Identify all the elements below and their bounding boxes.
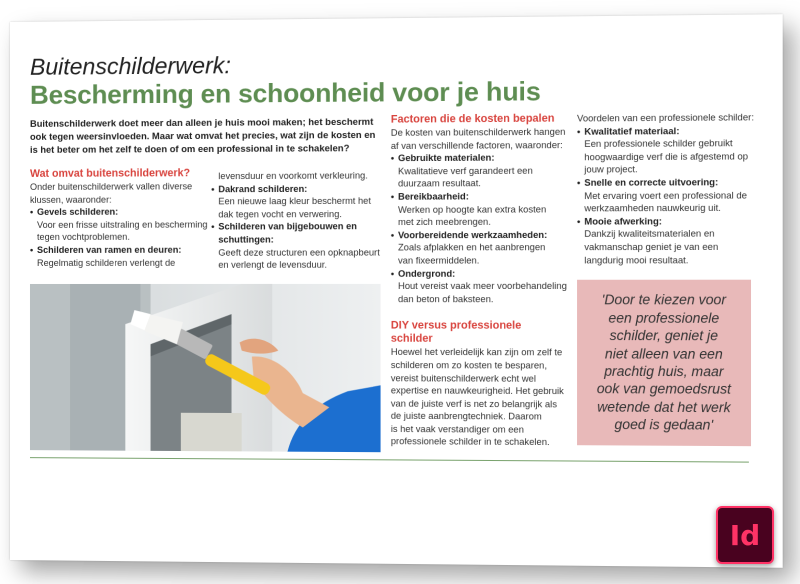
painter-hand-image <box>30 284 381 452</box>
kosten-intro-line-1: De kosten van buitenschilderwerk hangen <box>390 126 566 138</box>
item-line: Werken op hoogte kan extra kosten <box>398 203 547 215</box>
diy-line: vereist buitenschilderwerk echt wel <box>390 372 536 384</box>
item-title-bijgebouwen: • Schilderen van bijgebouwen en <box>211 220 380 233</box>
heading-diy-2: schilder <box>390 332 433 346</box>
item-title-bijgebouwen-2: schuttingen: <box>218 234 274 245</box>
title-colon: : <box>224 52 231 79</box>
item-title-ramen: • Schilderen van ramen en deuren: <box>30 244 211 257</box>
heading-diy-1: DIY versus professionele <box>390 319 522 333</box>
voordelen-intro: Voordelen van een professionele schilder: <box>577 112 755 124</box>
diy-line: professionele schilder in te schakelen. <box>390 436 550 448</box>
column-wat-continued <box>211 169 380 271</box>
kosten-intro-line-2: af van verschillende factoren, waaronder: <box>390 139 563 151</box>
item-title-ondergrond: • Ondergrond: <box>391 267 571 280</box>
item-title-voorbereidend: • Voorbereidende werkzaamheden: <box>391 228 571 241</box>
column-wat-omvat <box>30 167 211 269</box>
diy-line: de juiste aanbrengtechniek. Daarom <box>390 410 542 422</box>
diy-line: van de juiste verf is net zo belangrijk als <box>390 398 557 410</box>
item-title-afwerking: • Mooie afwerking: <box>577 215 762 228</box>
item-line: werkzaamheden nauwkeurig uit. <box>584 202 721 214</box>
item-line: hoogwaardige verf die is afgestemd op <box>584 151 749 163</box>
item-line: duurzaam resultaat. <box>398 178 481 189</box>
item-line: Dankzij kwaliteitsmaterialen en <box>584 228 715 240</box>
item-line: Met ervaring voert een professional de <box>584 189 747 201</box>
item-title-kwalitatief: • Kwalitatief materiaal: <box>577 124 762 138</box>
quote-line: schilder, geniet je <box>609 327 719 344</box>
quote-line: niet alleen van een <box>604 345 723 362</box>
document-page <box>10 14 783 568</box>
title-part-1: Buitenschilderwerk <box>29 52 225 80</box>
title-line-1 <box>30 52 231 81</box>
quote-box <box>577 280 751 446</box>
painting-photo <box>30 284 381 452</box>
item-title-bereikbaarheid: • Bereikbaarheid: <box>391 190 571 203</box>
item-line: jouw project. <box>584 164 638 175</box>
column-kosten-diy <box>391 112 571 449</box>
wat-intro-line-1: Onder buitenschilderwerk vallen diverse <box>29 181 193 192</box>
item-line: tegen vochtproblemen. <box>36 232 130 243</box>
quote-line: ook van gemoedsrust <box>596 381 732 398</box>
item-line: Een professionele schilder gebruikt <box>584 138 733 150</box>
diy-line: Hoewel het verleidelijk kan zijn om zelf te <box>390 347 563 358</box>
item-title-materialen: • Gebruikte materialen: <box>391 151 571 165</box>
divider-line <box>30 457 749 462</box>
item-line: Voor een frisse uitstraling en bescherming <box>36 219 208 230</box>
heading-kosten: Factoren die de kosten bepalen <box>390 112 555 126</box>
item-title-dakrand: • Dakrand schilderen: <box>211 182 380 195</box>
item-title-gevels: • Gevels schilderen: <box>30 206 211 219</box>
item-line: Zoals afplakken en het aanbrengen <box>398 242 546 253</box>
item-line: vakmanschap geniet je van een <box>584 241 719 253</box>
logo-text: Id <box>729 518 761 552</box>
diy-line: is het vaak verstandiger om een <box>390 423 524 435</box>
item-line: Regelmatig schilderen verlengt de <box>36 257 176 268</box>
item-line: en verlengt de levensduur. <box>218 259 327 270</box>
item-line: Kwalitatieve verf garandeert een <box>398 165 533 177</box>
title-line-2: Bescherming en schoonheid voor je huis <box>29 75 541 110</box>
item-line: Geeft deze structuren een opknapbeurt <box>218 246 380 258</box>
diy-line: schilderen om zo kosten te besparen, <box>390 359 548 371</box>
column-voordelen <box>577 111 762 267</box>
continuation-line: levensduur en voorkomt verkleuring. <box>218 170 368 182</box>
item-line: langdurig mooi resultaat. <box>584 254 689 265</box>
intro-paragraph: Buitenschilderwerk doet meer dan alleen je huis mooi maken; het beschermt ook tegen weersinvloeden. Maar wat omvat het precies, wat zijn de kosten en is het beter om het zelf te doen of om een professional in te schakelen? <box>29 116 376 155</box>
item-line: Een nieuwe laag kleur beschermt het <box>218 195 371 207</box>
quote-line: 'Door te kiezen voor <box>601 292 727 308</box>
item-title-snelle: • Snelle en correcte uitvoering: <box>577 176 762 190</box>
quote-line: prachtig huis, maar <box>604 363 724 380</box>
item-line: Hout vereist vaak meer voorbehandeling <box>398 280 567 292</box>
heading-wat-omvat: Wat omvat buitenschilderwerk? <box>29 167 191 180</box>
diy-line: expertise en nauwkeurigheid. Het gebruik <box>390 385 564 397</box>
quote-line: goed is gedaan' <box>614 417 714 433</box>
item-line: met zich meebrengen. <box>398 216 491 228</box>
indesign-logo-icon <box>716 506 774 564</box>
item-line: van fixeermiddelen. <box>398 255 480 266</box>
item-line: dan beton of baksteen. <box>398 293 494 304</box>
quote-line: wetende dat het werk <box>597 399 731 416</box>
quote-line: een professionele <box>608 310 720 326</box>
item-line: dak tegen vocht en verwering. <box>218 208 342 220</box>
wat-intro-line-2: klussen, waaronder: <box>29 194 112 205</box>
